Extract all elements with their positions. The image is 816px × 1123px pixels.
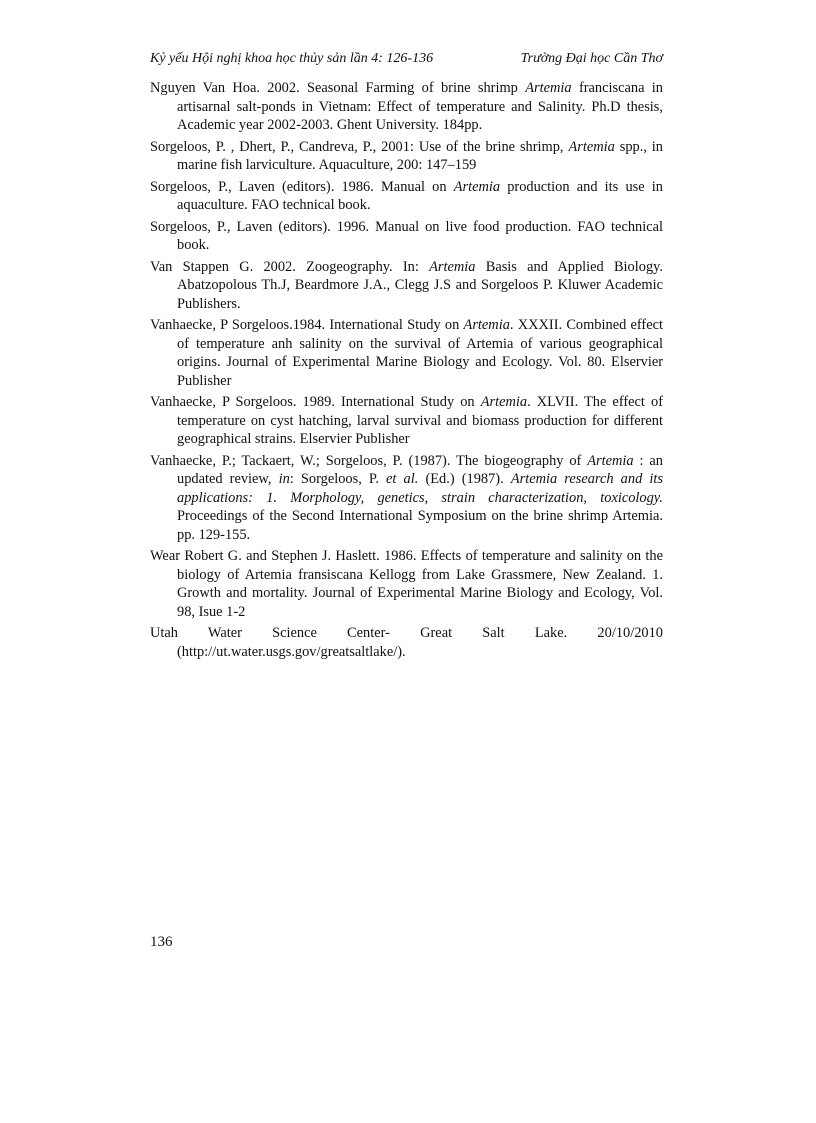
reference-text: spp., in marine fish larviculture. Aquaculture, 200: 147–159 — [177, 138, 664, 173]
reference-italic-text: Artemia — [568, 138, 615, 155]
reference-text: Vanhaecke, P Sorgeloos.1984. International Study on — [150, 317, 464, 333]
reference-text: Sorgeloos, P. , Dhert, P., Candreva, P., 2001: Use of the brine shrimp, — [150, 138, 569, 155]
reference-text: : an updated review, — [177, 452, 664, 487]
reference-italic-text: Artemia — [587, 452, 634, 469]
reference-text: Sorgeloos, P., Laven (editors). 1986. Manual on — [150, 178, 454, 195]
reference-list — [150, 79, 663, 664]
reference-italic-text: et al. — [386, 471, 419, 487]
reference-entry — [150, 624, 663, 661]
reference-entry — [150, 218, 663, 255]
reference-text: Vanhaecke, P.; Tackaert, W.; Sorgeloos, P. (1987). The biogeography of — [150, 452, 588, 469]
reference-text: Nguyen Van Hoa. 2002. Seasonal Farming of brine shrimp — [150, 80, 526, 96]
reference-text: Basis and Applied Biology. Abatzopolous Th.J, Beardmore J.A., Clegg J.S and Sorgeloos P. Kluwer Academic Publishers. — [177, 258, 663, 312]
reference-text: Sorgeloos, P., Laven (editors). 1996. Manual on live food production. FAO technical book. — [150, 218, 663, 253]
reference-entry — [150, 452, 663, 545]
reference-text: Utah Water Science Center- Great Salt Lake. 20/10/2010 (http://ut.water.usgs.gov/greatsaltlake/). — [150, 625, 663, 660]
reference-text: . XXXII. Combined effect of temperature anh salinity on the survival of Artemia of various geographical origins. Journal of Experimental Marine Biology and Ecology. Vol. 80. Elservier Publisher — [177, 317, 663, 389]
header-proceedings-title: Kỷ yếu Hội nghị khoa học thủy sản lần 4: 126-136 — [150, 51, 434, 66]
reference-entry — [150, 178, 663, 215]
running-header — [150, 51, 663, 69]
reference-text: (Ed.) (1987). — [418, 471, 511, 487]
reference-text: Proceedings of the Second International Symposium on the brine shrimp Artemia. pp. 129-155. — [177, 508, 663, 543]
reference-entry — [150, 79, 663, 135]
reference-text: Vanhaecke, P Sorgeloos. 1989. International Study on — [150, 394, 481, 410]
reference-italic-text: Artemia — [525, 80, 572, 96]
reference-italic-text: Artemia — [463, 317, 510, 333]
reference-text: . XLVII. The effect of temperature on cyst hatching, larval survival and biomass production for different geographical strains. Elservier Publisher — [177, 394, 663, 447]
reference-text: Van Stappen G. 2002. Zoogeography. In: — [150, 258, 430, 275]
reference-text: production and its use in aquaculture. FAO technical book. — [177, 178, 663, 213]
reference-entry — [150, 258, 663, 314]
reference-text: Wear Robert G. and Stephen J. Haslett. 1986. Effects of temperature and salinity on the biology of Artemia fransiscana Kellogg from Lake Grassmere, New Zealand. 1. Growth and mortality. Journal of Experimental Marine Biology and Ecology, Vol. 98, Isue 1-2 — [150, 548, 663, 620]
reference-text: : Sorgeloos, P. — [289, 471, 387, 487]
reference-italic-text: Artemia — [429, 258, 476, 275]
reference-entry — [150, 547, 663, 621]
reference-entry — [150, 393, 663, 449]
header-university-name: Trường Đại học Cần Thơ — [520, 51, 663, 66]
reference-entry — [150, 138, 663, 175]
reference-italic-text: Artemia — [480, 394, 528, 410]
reference-italic-text: Artemia — [453, 178, 501, 195]
page-number: 136 — [150, 934, 173, 950]
reference-text: franciscana in artisarnal salt-ponds in Vietnam: Effect of temperature and Salinity. Ph.D thesis, Academic year 2002-2003. Ghent University. 184pp. — [177, 80, 663, 133]
reference-italic-text: Artemia research and its applications: 1. Morphology, genetics, strain characterization, toxicology. — [177, 471, 663, 506]
reference-italic-text: in — [278, 471, 290, 487]
reference-entry — [150, 316, 663, 390]
